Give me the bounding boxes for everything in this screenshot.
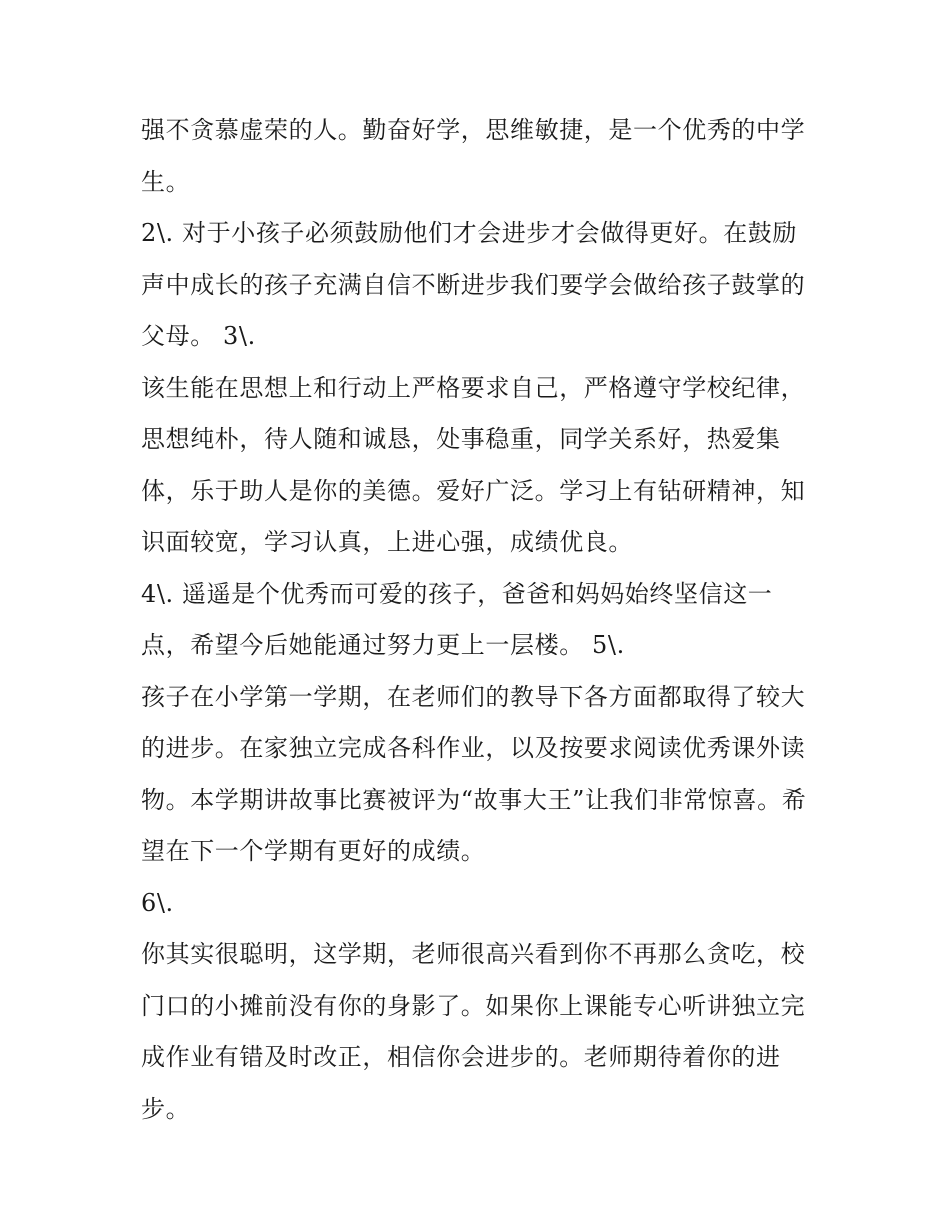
document-body [141,105,831,1135]
text-line: 你其实很聪明，这学期，老师很高兴看到你不再那么贪吃，校 [141,940,806,968]
text-line: 2\. 对于小孩子必须鼓励他们才会进步才会做得更好。在鼓励 [141,219,798,247]
text-line: 生。 [141,167,191,196]
text-line: 成作业有错及时改正，相信你会进步的。老师期待着你的进 [141,1043,781,1071]
text-line: 强不贪慕虚荣的人。勤奋好学，思维敏捷，是一个优秀的中学 [141,116,806,144]
text-line: 望在下一个学期有更好的成绩。 [141,837,486,865]
text-line: 该生能在思想上和行动上严格要求自己，严格遵守学校纪律， [141,373,806,402]
text-line: 步。 [141,1094,191,1123]
text-line: 4\. 遥遥是个优秀而可爱的孩子，爸爸和妈妈始终坚信这一 [141,579,773,608]
text-line: 体，乐于助人是你的美德。爱好广泛。学习上有钻研精神，知 [141,476,806,505]
text-line: 声中成长的孩子充满自信不断进步我们要学会做给孩子鼓掌的 [141,270,806,299]
text-line: 识面较宽，学习认真，上进心强，成绩优良。 [141,528,633,556]
text-line: 物。本学期讲故事比赛被评为“故事大王”让我们非常惊喜。希 [141,785,807,814]
text-line: 门口的小摊前没有你的身影了。如果你上课能专心听讲独立完 [141,991,806,1020]
text-line: 父母。 3\. [141,322,256,350]
text-line: 孩子在小学第一学期，在老师们的教导下各方面都取得了较大 [141,682,806,711]
text-line: 点，希望今后她能通过努力更上一层楼。 5\. [141,631,625,659]
text-line: 的进步。在家独立完成各科作业，以及按要求阅读优秀课外读 [141,734,806,762]
text-line: 6\. [141,888,174,917]
text-line: 思想纯朴，待人随和诚恳，处事稳重，同学关系好，热爱集 [141,425,781,453]
